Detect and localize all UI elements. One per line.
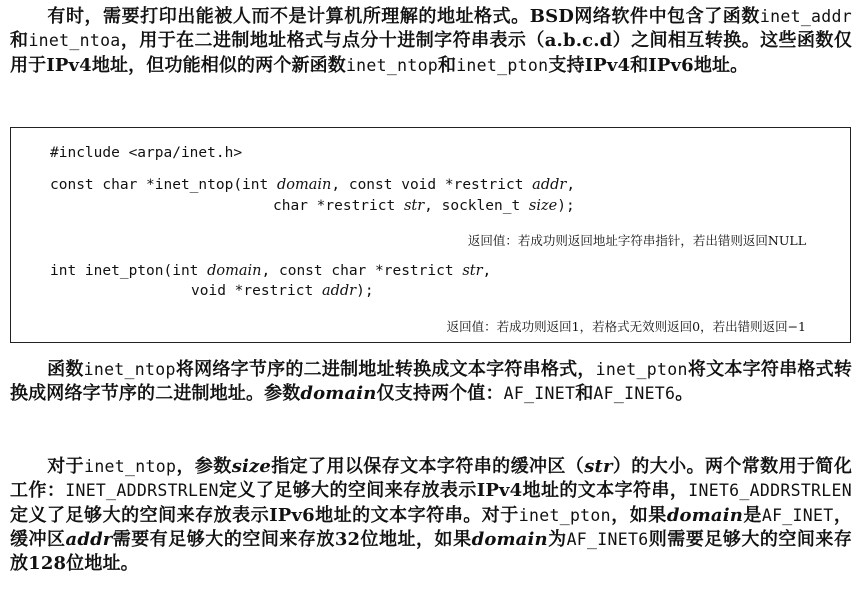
- function-name-inet-pton: inet_pton: [518, 505, 611, 525]
- inet-pton-prototype-line-1: int inet_pton(int domain, const char *restrict str,: [50, 263, 492, 279]
- function-name-inet-pton: inet_pton: [456, 55, 549, 75]
- param-domain: domain: [300, 383, 377, 405]
- conversion-paragraph: 函数inet_ntop将网络字节序的二进制地址转换成文本字符串格式，inet_pton将文本字符串格式转换成网络字节序的二进制地址。参数domain仅支持两个值：AF_INET和AF_INET6。: [10, 359, 852, 405]
- function-name-inet-addr: inet_addr: [759, 7, 852, 26]
- constant-inet-addrstrlen: INET_ADDRSTRLEN: [65, 481, 219, 501]
- constant-inet6-addrstrlen: INET6_ADDRSTRLEN: [688, 481, 852, 501]
- function-name-inet-ntop: inet_ntop: [84, 457, 177, 476]
- param-domain: domain: [666, 504, 743, 526]
- param-size: size: [231, 456, 271, 477]
- constant-af-inet6: AF_INET6: [566, 529, 649, 549]
- intro-text-3: 支持IPv4和IPv6地址。: [548, 54, 749, 76]
- function-name-inet-ntoa: inet_ntoa: [28, 31, 121, 51]
- param-domain: domain: [471, 528, 548, 550]
- intro-text-2: ，用于在二进制地址格式与点分十进制字符串表示（a.b.c.d）之间相互转换。这些函数仅用于IPv4地址，但功能相似的两个新函数: [10, 30, 852, 76]
- function-prototype-box: [10, 127, 851, 343]
- constant-af-inet: AF_INET: [503, 384, 576, 404]
- inet-ntop-prototype-line-2: char *restrict str, socklen_t size);: [273, 198, 575, 214]
- include-line: #include <arpa/inet.h>: [50, 145, 243, 161]
- param-str: str: [584, 456, 613, 477]
- inet-pton-return-value: 返回值：若成功则返回1，若格式无效则返回0，若出错则返回−1: [446, 319, 806, 334]
- param-addr: addr: [65, 528, 113, 550]
- inet-ntop-return-value: 返回值：若成功则返回地址字符串指针，若出错则返回NULL: [467, 233, 806, 248]
- function-name-inet-ntop: inet_ntop: [83, 360, 176, 379]
- intro-paragraph: 有时，需要打印出能被人而不是计算机所理解的地址格式。BSD网络软件中包含了函数inet_addr和inet_ntoa，用于在二进制地址格式与点分十进制字符串表示（a.b.c.d）之间相互转换。这些函数仅用于IPv4地址，但功能相似的两个新函数inet_ntop和inet_pton支持IPv4和IPv6地址。: [10, 6, 852, 76]
- buffer-size-paragraph: 对于inet_ntop，参数size指定了用以保存文本字符串的缓冲区（str）的大小。两个常数用于简化工作：INET_ADDRSTRLEN定义了足够大的空间来存放表示IPv4地址的文本字符串，INET6_ADDRSTRLEN定义了足够大的空间来存放表示IPv6地址的文本字符串。对于inet_pton，如果domain是AF_INET，缓冲区addr需要有足够大的空间来存放32位地址，如果domain为AF_INET6则需要足够大的空间来存放128位地址。: [10, 456, 852, 575]
- inet-pton-prototype-line-2: void *restrict addr);: [191, 283, 374, 299]
- function-name-inet-ntop: inet_ntop: [345, 55, 439, 75]
- intro-text-1: 有时，需要打印出能被人而不是计算机所理解的地址格式。BSD网络软件中包含了函数: [47, 6, 760, 27]
- inet-ntop-prototype-line-1: const char *inet_ntop(int domain, const void *restrict addr,: [50, 177, 576, 193]
- constant-af-inet6: AF_INET6: [593, 384, 676, 404]
- function-name-inet-pton: inet_pton: [595, 360, 688, 379]
- constant-af-inet: AF_INET: [761, 505, 834, 525]
